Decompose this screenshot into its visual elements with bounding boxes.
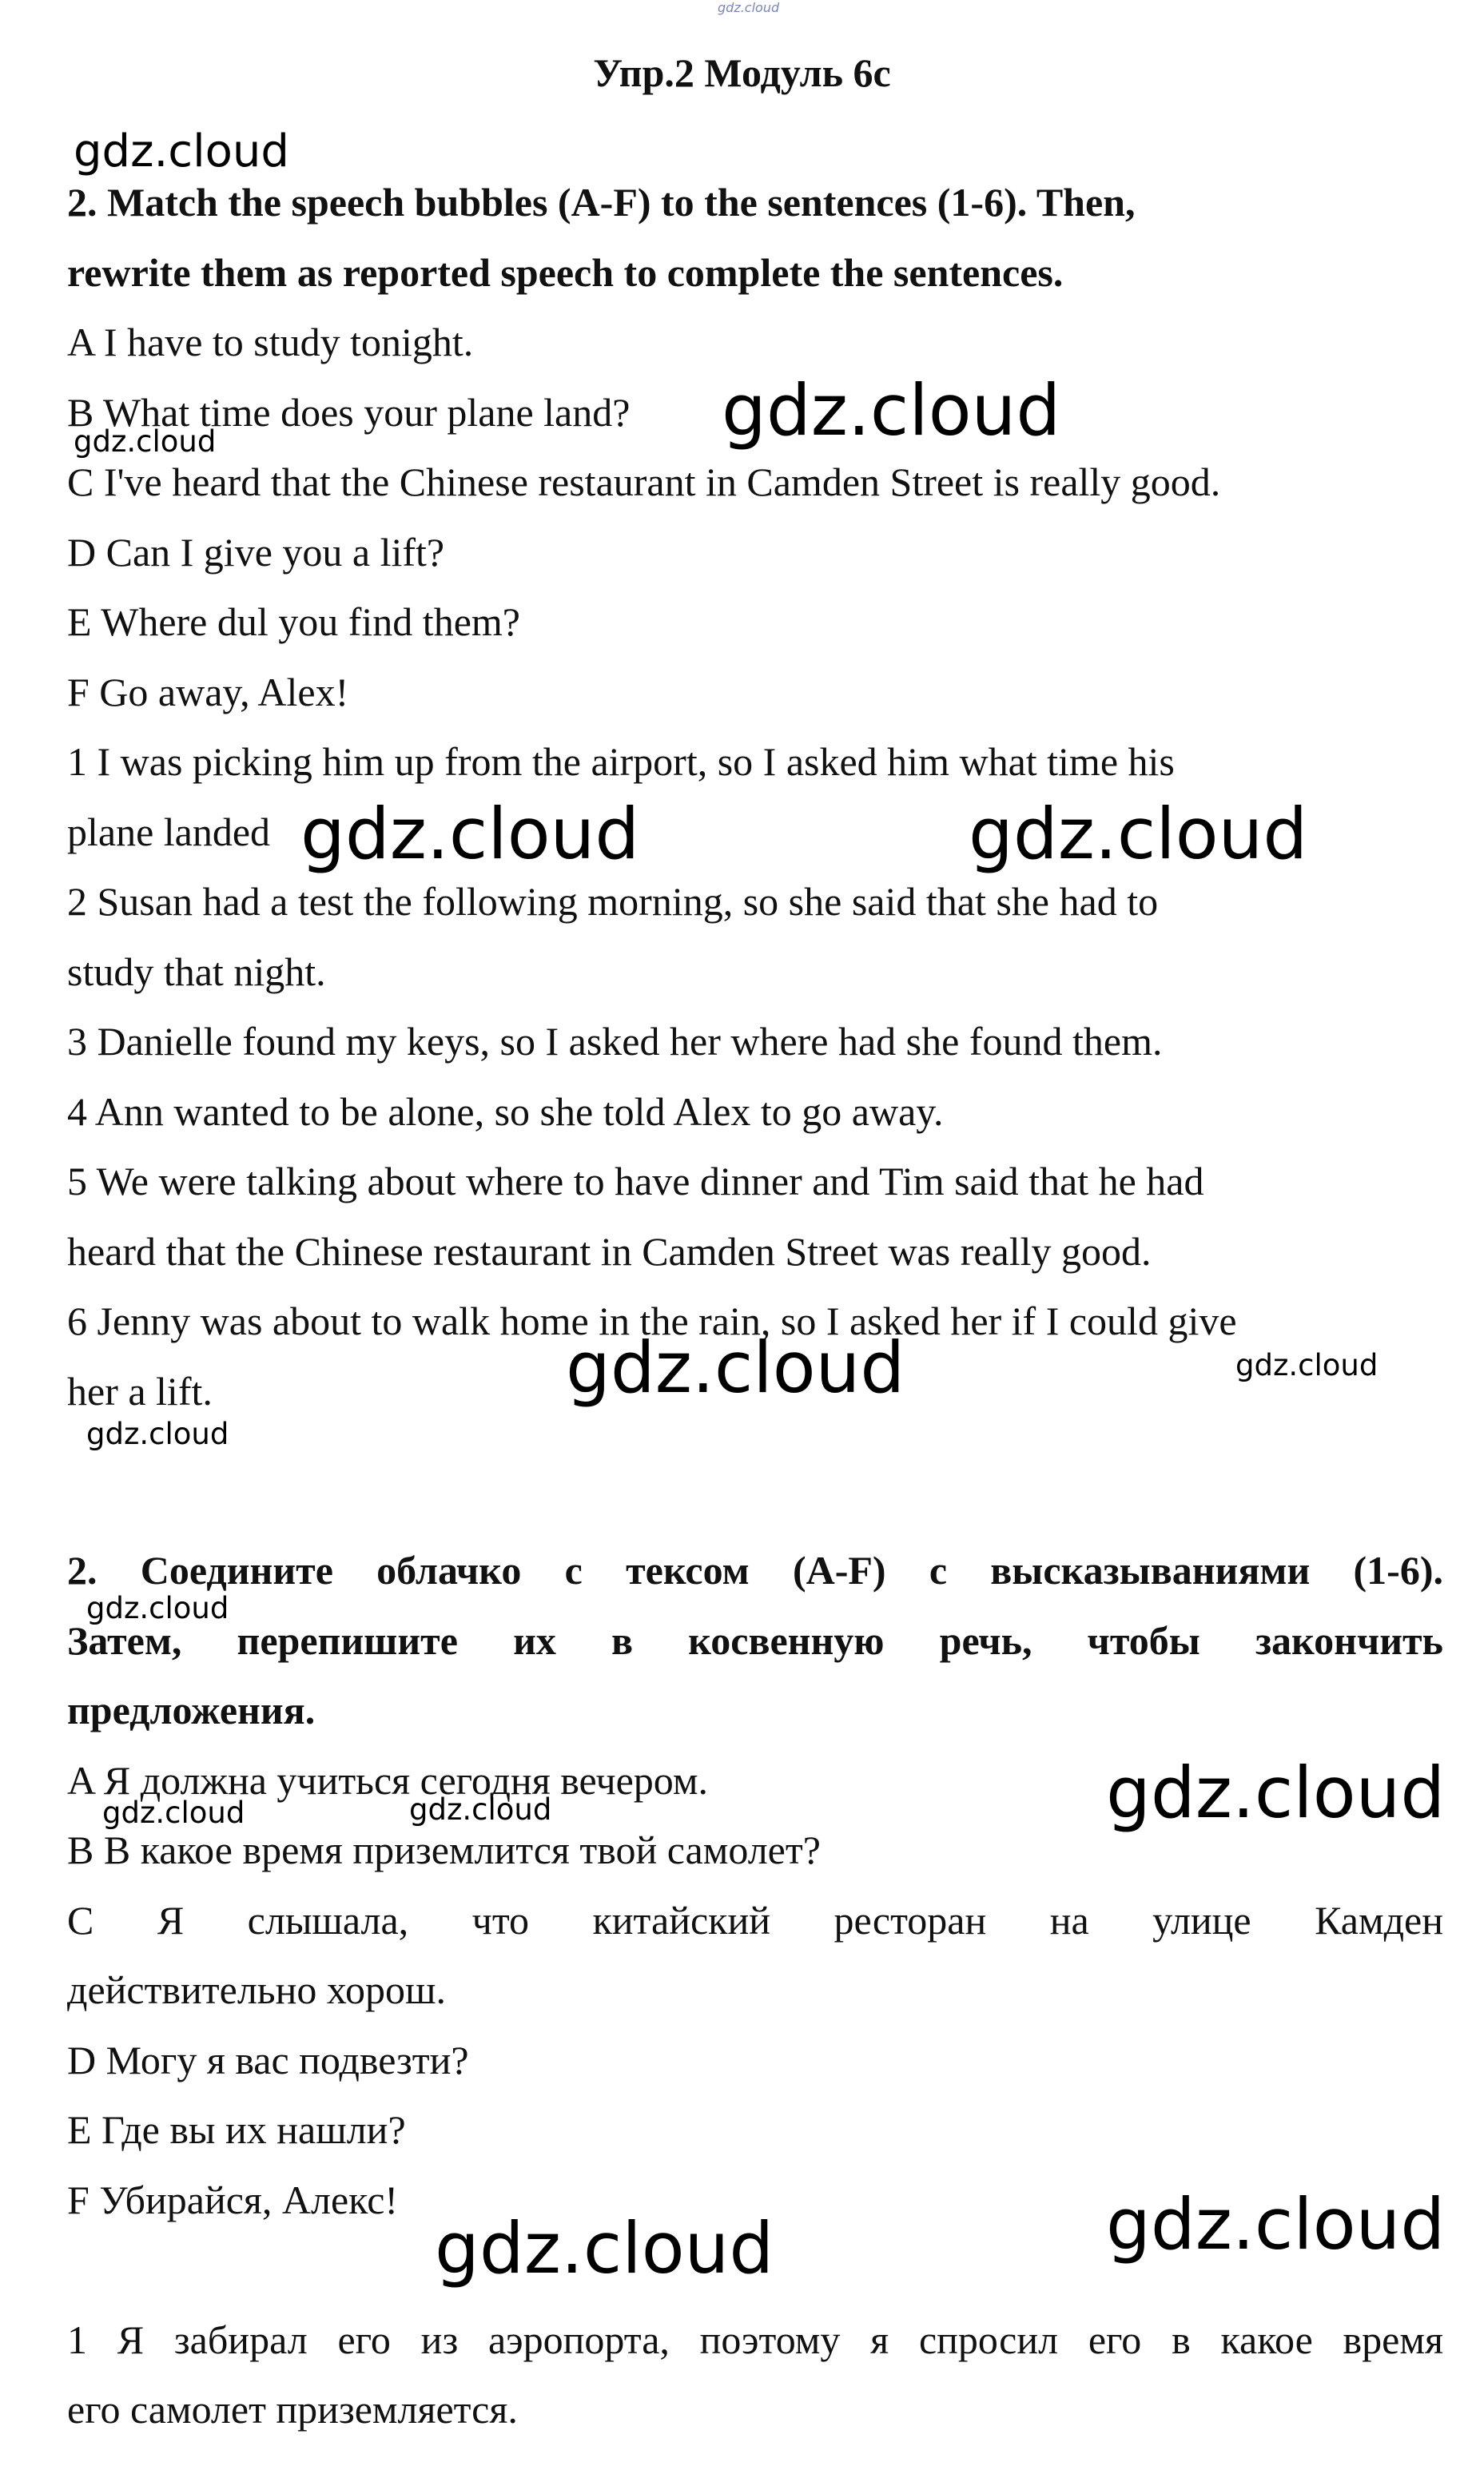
russian-task-line-3: предложения. bbox=[67, 1688, 316, 1732]
english-task-line-2: rewrite them as reported speech to complete the sentences. bbox=[67, 249, 1064, 295]
watermark: gdz.cloud bbox=[566, 1327, 905, 1409]
sentence-6-line-1: 6 Jenny was about to walk home in the rain, so I asked her if I could give bbox=[67, 1299, 1237, 1343]
watermark: gdz.cloud bbox=[74, 424, 217, 459]
sentence-1-line-1: 1 I was picking him up from the airport, so I asked him what time his bbox=[67, 739, 1175, 784]
page-title: Упр.2 Модуль 6с bbox=[593, 50, 891, 95]
bubble-b: B What time does your plane land? bbox=[67, 389, 631, 435]
spacer bbox=[67, 2235, 1443, 2305]
sentence-6-line-2: her a lift. bbox=[67, 1368, 213, 1414]
ru-bubble-b: B В какое время приземлится твой самолет? bbox=[67, 1828, 821, 1872]
watermark: gdz.cloud bbox=[1106, 1752, 1446, 1834]
watermark: gdz.cloud bbox=[102, 1796, 245, 1830]
ru-bubble-c-line-2: действительно хорош. bbox=[67, 1967, 446, 2012]
russian-task-line-2: Затем, перепишите их в косвенную речь, чтобы закончить bbox=[67, 1617, 1443, 1663]
russian-task-line-1: 2. Соедините облачко с тексом (A-F) с высказываниями (1-6). bbox=[67, 1548, 1443, 1593]
bubble-d: D Can I give you a lift? bbox=[67, 529, 445, 575]
bubble-a: A I have to study tonight. bbox=[67, 320, 474, 364]
watermark: gdz.cloud bbox=[1235, 1348, 1379, 1382]
sentence-4: 4 Ann wanted to be alone, so she told Alex to go away. bbox=[67, 1088, 944, 1134]
bubble-f: F Go away, Alex! bbox=[67, 669, 349, 714]
watermark: gdz.cloud bbox=[969, 793, 1308, 875]
top-watermark: gdz.cloud bbox=[718, 0, 780, 15]
sentence-2-line-2: study that night. bbox=[67, 949, 326, 994]
ru-sentence-1-line-1: 1 Я забирал его из аэропорта, поэтому я спросил его в какое время bbox=[67, 2317, 1443, 2362]
sentence-3: 3 Danielle found my keys, so I asked her where had she found them. bbox=[67, 1019, 1163, 1064]
watermark: gdz.cloud bbox=[300, 793, 640, 875]
sentence-5-line-2: heard that the Chinese restaurant in Camden Street was really good. bbox=[67, 1228, 1152, 1274]
watermark: gdz.cloud bbox=[1106, 2183, 1446, 2265]
watermark: gdz.cloud bbox=[409, 1792, 552, 1827]
watermark: gdz.cloud bbox=[722, 369, 1061, 451]
watermark: gdz.cloud bbox=[86, 1417, 229, 1451]
english-task-line-1: 2. Match the speech bubbles (A-F) to the sentences (1-6). Then, bbox=[67, 180, 1136, 225]
ru-bubble-e: E Где вы их нашли? bbox=[67, 2107, 406, 2152]
ru-bubble-a: A Я должна учиться сегодня вечером. bbox=[67, 1757, 708, 1803]
ru-bubble-f: F Убирайся, Алекс! bbox=[67, 2177, 399, 2222]
watermark: gdz.cloud bbox=[435, 2207, 774, 2289]
ru-bubble-c-line-1: C Я слышала, что китайский ресторан на улице Камден bbox=[67, 1897, 1443, 1943]
watermark: gdz.cloud bbox=[74, 125, 289, 177]
sentence-2-line-1: 2 Susan had a test the following morning, so she said that she had to bbox=[67, 879, 1159, 924]
bubble-c: C I've heard that the Chinese restaurant in Camden Street is really good. bbox=[67, 459, 1221, 504]
ru-sentence-1-line-2: его самолет приземляется. bbox=[67, 2387, 518, 2432]
ru-bubble-d: D Могу я вас подвезти? bbox=[67, 2037, 469, 2082]
sentence-1-line-2: plane landed bbox=[67, 809, 271, 854]
bubble-e: E Where dul you find them? bbox=[67, 599, 520, 644]
russian-section bbox=[67, 1536, 1446, 2445]
sentence-5-line-1: 5 We were talking about where to have dinner and Tim said that he had bbox=[67, 1159, 1204, 1203]
english-section bbox=[67, 168, 1443, 1426]
watermark: gdz.cloud bbox=[86, 1591, 229, 1625]
